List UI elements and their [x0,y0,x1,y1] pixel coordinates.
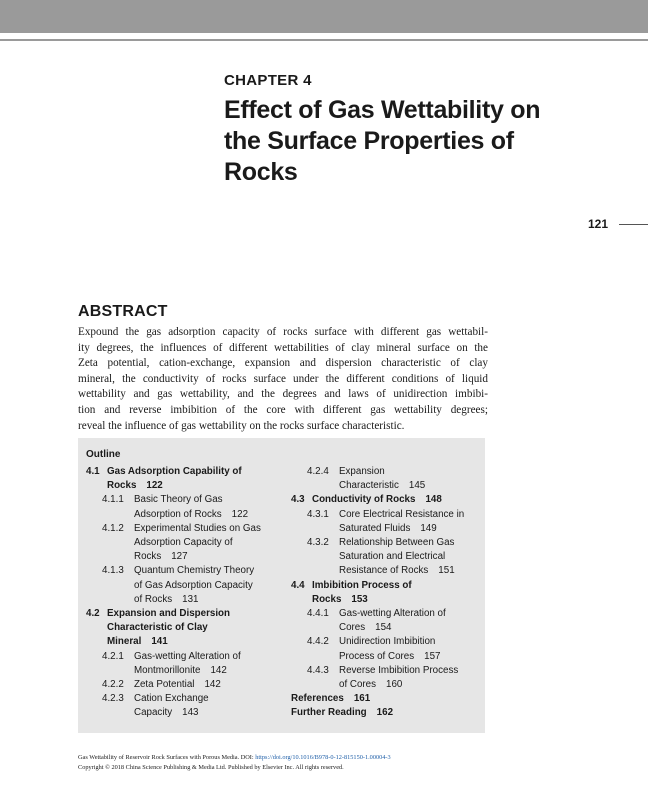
outline-entry-number: 4.3.1 [307,508,329,520]
outline-entry-title: Expansion and Dispersion [107,608,231,620]
outline-entry-page: 141 [151,636,168,648]
outline-entry-page: 122 [146,480,163,492]
outline-entry-line [291,479,481,493]
outline-entry[interactable] [86,678,286,692]
outline-entry-number: 4.1.3 [102,565,124,577]
outline-entry-number: 4.1.1 [102,494,124,506]
outline-entry-number: 4.2.4 [307,466,329,477]
outline-entry-number: 4.1.2 [102,522,124,534]
top-header-bar [0,0,648,33]
outline-entry-page: 142 [204,679,221,691]
outline-entry-line [291,692,481,706]
outline-entry-title: Characteristic [339,480,399,492]
outline-entry-line [86,593,286,607]
outline-entry-title: Imbibition Process of [312,579,412,591]
outline-entry-line [291,706,481,720]
outline-entry[interactable] [291,692,481,706]
outline-entry-title: Rocks [107,480,137,492]
outline-entry-title: Cores [339,622,366,634]
outline-entry-page: 143 [182,707,199,719]
outline-entry-number: 4.2.3 [102,693,124,705]
outline-entry-page: 142 [210,664,227,676]
outline-entry-page: 148 [425,494,442,506]
outline-entry-title: Capacity [134,707,173,719]
outline-entry[interactable] [291,664,481,692]
outline-entry-number: 4.3 [291,494,305,506]
outline-entry-title: Adsorption Capacity of [134,537,233,549]
outline-entry-page: 160 [386,679,403,691]
outline-entry-title: Expansion [339,466,385,477]
outline-entry-line [86,536,286,550]
outline-entry-title: Gas Adsorption Capability of [107,466,242,477]
outline-entry-line [291,493,481,507]
outline-entry-line [291,579,481,593]
outline-entry-line [86,706,286,720]
outline-entry-line [291,550,481,564]
outline-entry-title: Quantum Chemistry Theory [134,565,255,577]
abstract-heading: ABSTRACT [78,303,168,320]
abstract-line: Zeta potential, cation-exchange, expansion and dispersion characteristic of clay [78,357,488,370]
footer-copyright: Copyright © 2018 China Science Publishing & Media Ltd. Published by Elsevier Inc. All rights reserved. [78,763,344,771]
outline-entry-line [291,522,481,536]
outline-entry-page: 149 [420,522,437,534]
outline-entry-title: Cation Exchange [134,693,209,705]
abstract-line: tion and reverse imbibition of the core with different gas wettability degrees; [78,403,488,416]
outline-entry-title: Gas-wetting Alteration of [134,650,241,662]
top-rule [0,39,648,41]
outline-entry-line [86,621,286,635]
outline-entry-title: Adsorption of Rocks [134,508,222,520]
outline-entry[interactable] [291,635,481,663]
outline-entry-page: 162 [376,707,394,719]
outline-entry[interactable] [291,536,481,579]
outline-entry-line [86,479,286,493]
outline-entry[interactable] [86,522,286,565]
outline-entry-page: 157 [424,650,441,662]
outline-entry-title: Experimental Studies on Gas [134,522,261,534]
outline-box [78,438,485,733]
outline-entry-title: References [291,693,344,705]
outline-entry-line [86,635,286,649]
outline-entry[interactable] [86,493,286,521]
outline-entry-number: 4.3.2 [307,537,329,549]
outline-entry-page: 154 [375,622,392,634]
chapter-title-line: Rocks [224,158,298,186]
outline-entry[interactable] [291,508,481,536]
outline-heading: Outline [86,449,121,460]
outline-entry-line [86,550,286,564]
outline-entry[interactable] [86,564,286,607]
outline-entry-line [291,621,481,635]
outline-entry-page: 151 [438,565,455,577]
abstract-text [78,325,488,434]
outline-entry[interactable] [86,650,286,678]
outline-entry-line [291,564,481,578]
outline-entry-title: of Rocks [134,593,173,605]
outline-entry-title: Mineral [107,636,142,648]
outline-entry-title: Rocks [134,551,162,563]
outline-entry-title: of Gas Adsorption Capacity [134,579,253,591]
outline-entry-title: Further Reading [291,707,367,719]
outline-entry-line [291,650,481,664]
outline-entry-number: 4.2 [86,608,100,620]
outline-entry-title: Montmorillonite [134,664,201,676]
outline-entry-page: 127 [171,551,188,563]
outline-entry-title: Resistance of Rocks [339,565,429,577]
outline-entry-title: Core Electrical Resistance in [339,508,465,520]
outline-entry-title: Gas-wetting Alteration of [339,608,446,620]
outline-entry-line [291,593,481,607]
outline-entry-line [86,579,286,593]
outline-entry-page: 122 [231,508,249,520]
outline-entry-title: Characteristic of Clay [107,622,208,634]
abstract-line: reveal the influence of gas wettability on the rocks surface characteristic. [78,419,405,432]
footer-citation [78,753,578,763]
outline-entry-title: of Cores [339,679,377,691]
outline-entry-page: 145 [408,480,426,492]
chapter-title-line: Effect of Gas Wettability on [224,96,541,124]
outline-entry-page: 161 [353,693,371,705]
outline-right-column [291,465,481,721]
abstract-line: ity degrees, the influences of different wettabilities of clay mineral surface on the [78,341,488,354]
outline-entry[interactable] [291,607,481,635]
abstract-line: Expound the gas adsorption capacity of rocks surface with different gas wettabil- [78,326,488,338]
page-number-rule [619,224,648,225]
outline-entry[interactable] [86,692,286,720]
outline-entry-line [86,508,286,522]
chapter-title-line: the Surface Properties of [224,127,514,155]
outline-entry-title: Reverse Imbibition Process [339,664,459,676]
outline-entry-line [86,465,286,479]
page-number: 121 [588,217,609,231]
outline-entry-line [86,607,286,621]
outline-entry-title: Saturated Fluids [339,522,411,534]
outline-entry-number: 4.4.3 [307,664,329,676]
outline-entry[interactable] [291,493,481,507]
outline-entry[interactable] [291,706,481,720]
chapter-title [224,95,624,188]
outline-entry-line [86,664,286,678]
outline-entry-title: Relationship Between Gas [339,537,455,549]
outline-entry[interactable] [291,579,481,607]
outline-entry-title: Zeta Potential [134,679,195,691]
outline-entry[interactable] [291,465,481,493]
outline-entry-number: 4.4.1 [307,608,329,620]
outline-entry-page: 131 [182,593,199,605]
outline-entry-number: 4.1 [86,466,100,477]
outline-entry-number: 4.2.1 [102,650,124,662]
outline-entry-number: 4.4 [291,579,305,591]
abstract-line: wettability and gas wettability, and the degrees and laws of unidirection imbibi- [78,388,488,401]
footer-doi-link[interactable]: https://doi.org/10.1016/B978-0-12-815150-1.00004-3 [255,754,391,761]
outline-entry-title: Rocks [312,593,342,605]
outline-entry-title: Process of Cores [339,650,415,662]
abstract-line: mineral, the conductivity of rocks surface under the different conditions of liquid [78,372,488,385]
outline-entry-title: Conductivity of Rocks [312,494,416,506]
outline-entry-title: Basic Theory of Gas [134,494,223,506]
chapter-label: CHAPTER 4 [224,72,312,89]
outline-entry-number: 4.2.2 [102,679,124,691]
outline-entry-title: Unidirection Imbibition [339,636,436,648]
outline-entry[interactable] [86,607,286,650]
outline-entry-page: 153 [351,593,368,605]
footer [78,753,578,772]
outline-entry[interactable] [86,465,286,493]
outline-entry-line [291,678,481,692]
outline-entry-title: Saturation and Electrical [339,551,446,563]
outline-entry-number: 4.4.2 [307,636,329,648]
outline-left-column [86,465,286,721]
footer-book-info: Gas Wettability of Reservoir Rock Surfaces with Porous Media. DOI: [78,754,256,761]
